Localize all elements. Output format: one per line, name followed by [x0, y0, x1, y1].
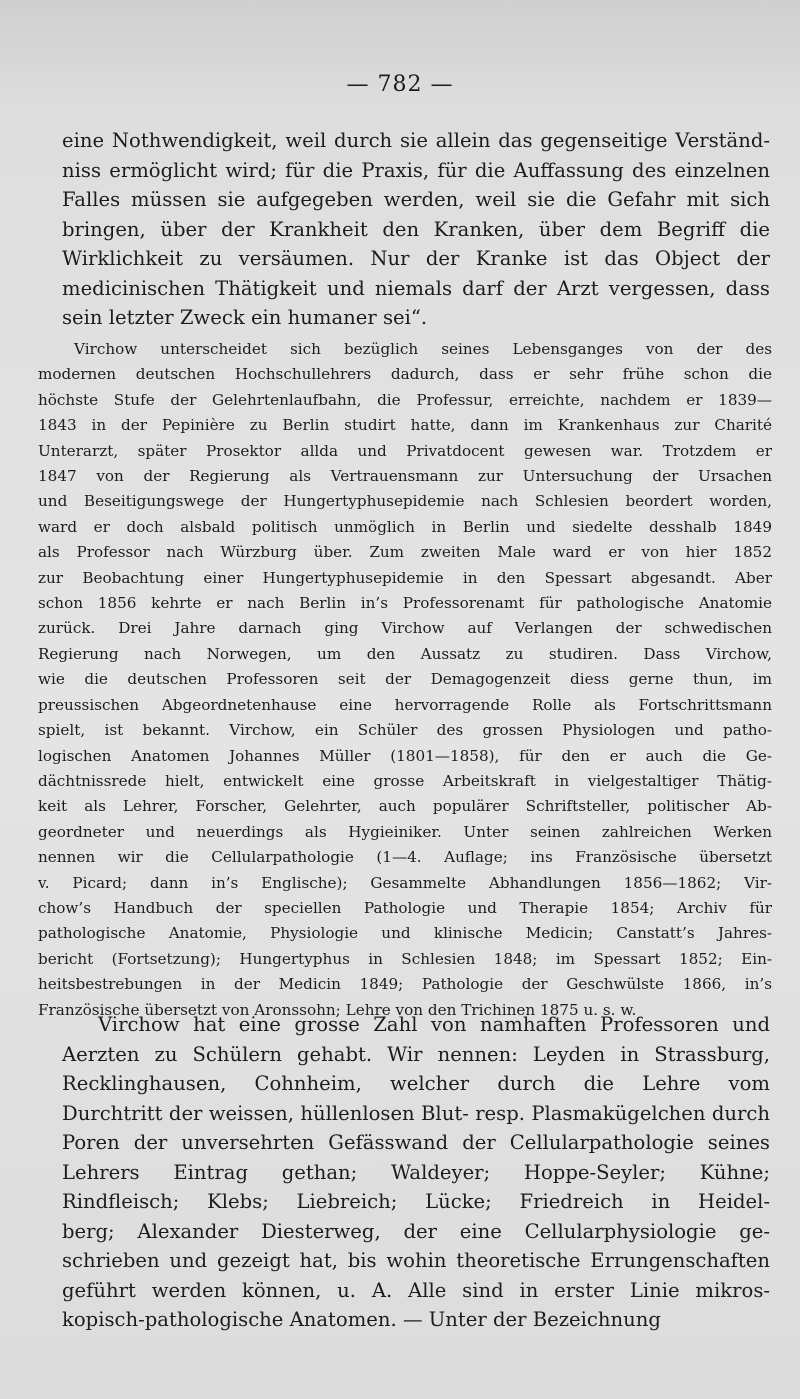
text-line: Wirklichkeit zu versäumen. Nur der Kranke ist das Object der	[62, 247, 770, 270]
text-line: Virchow unterscheidet sich bezüglich seines Lebensganges von der des	[74, 340, 772, 358]
paragraph-2	[38, 337, 772, 1023]
text-line: Virchow hat eine grosse Zahl von namhaften Professoren und	[98, 1013, 770, 1036]
text-line: logischen Anatomen Johannes Müller (1801—1858), für den er auch die Ge-	[38, 746, 772, 765]
text-line: schrieben und gezeigt hat, bis wohin theoretische Errungenschaften	[62, 1249, 770, 1272]
text-line: heitsbestrebungen in der Medicin 1849; Pathologie der Geschwülste 1866, in’s	[38, 975, 772, 994]
text-line: ward er doch alsbald politisch unmöglich in Berlin und siedelte desshalb 1849	[38, 517, 772, 536]
text-line: Regierung nach Norwegen, um den Aussatz zu studiren. Dass Virchow,	[38, 644, 772, 663]
text-line: sein letzter Zweck ein humaner sei“.	[62, 306, 428, 329]
text-line: höchste Stufe der Gelehrtenlaufbahn, die Professur, erreichte, nachdem er 1839—	[38, 390, 772, 409]
text-line: eine Nothwendigkeit, weil durch sie allein das gegenseitige Verständ-	[62, 129, 770, 152]
text-line: geführt werden können, u. A. Alle sind in erster Linie mikros-	[62, 1278, 770, 1302]
text-line: nennen wir die Cellularpathologie (1—4. Auflage; ins Französische übersetzt	[38, 848, 772, 867]
text-line: kopisch-pathologische Anatomen. — Unter der Bezeichnung	[62, 1308, 661, 1331]
text-line: bringen, über der Krankheit den Kranken, über dem Begriff die	[62, 217, 770, 241]
text-line: keit als Lehrer, Forscher, Gelehrter, auch populärer Schriftsteller, politischer Ab-	[38, 797, 772, 816]
text-line: chow’s Handbuch der speciellen Pathologie und Therapie 1854; Archiv für	[38, 898, 772, 917]
text-line: spielt, ist bekannt. Virchow, ein Schüler des grossen Physiologen und patho-	[38, 721, 772, 740]
text-line: bericht (Fortsetzung); Hungertyphus in Schlesien 1848; im Spessart 1852; Ein-	[38, 949, 772, 968]
text-line: und Beseitigungswege der Hungertyphusepidemie nach Schlesien beordert worden,	[38, 492, 772, 511]
text-line: Durchtritt der weissen, hüllenlosen Blut- resp. Plasmakügelchen durch	[62, 1101, 770, 1125]
text-line: schon 1856 kehrte er nach Berlin in’s Professorenamt für pathologische Anatomie	[38, 594, 772, 613]
paragraph-3	[62, 1010, 770, 1335]
text-line: zurück. Drei Jahre darnach ging Virchow auf Verlangen der schwedischen	[38, 619, 772, 638]
text-line: Poren der unversehrten Gefässwand der Cellularpathologie seines	[62, 1131, 770, 1154]
text-line: dächtnissrede hielt, entwickelt eine grosse Arbeitskraft in vielgestaltiger Thätig-	[38, 771, 772, 790]
page-number: — 782 —	[346, 72, 454, 97]
text-line: geordneter und neuerdings als Hygieiniker. Unter seinen zahlreichen Werken	[38, 822, 772, 841]
text-line: berg; Alexander Diesterweg, der eine Cellularphysiologie ge-	[62, 1219, 770, 1243]
text-line: pathologische Anatomie, Physiologie und klinische Medicin; Canstatt’s Jahres-	[38, 924, 772, 943]
text-line: preussischen Abgeordnetenhause eine hervorragende Rolle als Fortschrittsmann	[38, 695, 772, 714]
text-line: medicinischen Thätigkeit und niemals darf der Arzt vergessen, dass	[62, 276, 770, 300]
text-line: wie die deutschen Professoren seit der Demagogenzeit diess gerne thun, im	[38, 670, 772, 689]
text-line: Französische übersetzt von Aronssohn; Lehre von den Trichinen 1875 u. s. w.	[38, 1000, 637, 1019]
text-line: Recklinghausen, Cohnheim, welcher durch die Lehre vom	[62, 1072, 770, 1095]
text-line: 1847 von der Regierung als Vertrauensmann zur Untersuchung der Ursachen	[38, 467, 772, 486]
text-line: Falles müssen sie aufgegeben werden, weil sie die Gefahr mit sich	[62, 188, 770, 211]
paragraph-1	[62, 126, 770, 333]
text-line: Lehrers Eintrag gethan; Waldeyer; Hoppe-Seyler; Kühne;	[62, 1160, 770, 1184]
text-line: modernen deutschen Hochschullehrers dadurch, dass er sehr frühe schon die	[38, 365, 772, 384]
text-line: niss ermöglicht wird; für die Praxis, für die Auffassung des einzelnen	[62, 158, 770, 182]
text-line: Aerzten zu Schülern gehabt. Wir nennen: Leyden in Strassburg,	[62, 1042, 770, 1066]
text-line: Rindfleisch; Klebs; Liebreich; Lücke; Friedreich in Heidel-	[62, 1190, 770, 1213]
text-line: Unterarzt, später Prosektor allda und Privatdocent gewesen war. Trotzdem er	[38, 441, 772, 460]
text-line: 1843 in der Pepinière zu Berlin studirt hatte, dann im Krankenhaus zur Charité	[38, 416, 772, 435]
text-line: zur Beobachtung einer Hungertyphusepidemie in den Spessart abgesandt. Aber	[38, 568, 772, 587]
text-line: v. Picard; dann in’s Englische); Gesammelte Abhandlungen 1856—1862; Vir-	[38, 873, 772, 892]
text-line: als Professor nach Würzburg über. Zum zweiten Male ward er von hier 1852	[38, 543, 772, 562]
